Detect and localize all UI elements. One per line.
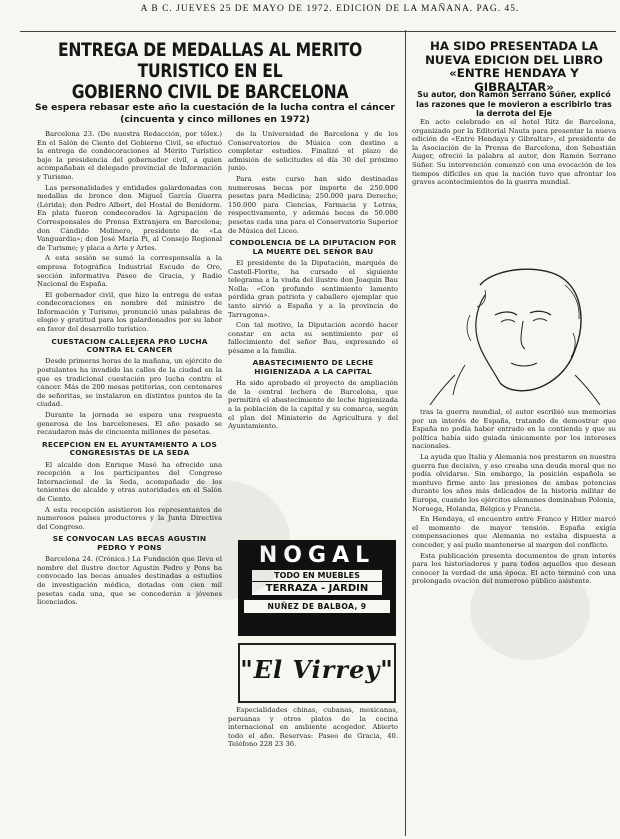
article-paragraph: A esta sesión se sumó la corresponsalía a la empresa fotográfica Industrial Escudo de Oro, sección informativa Paseo de Gracia, y Radio Nacional de España. bbox=[37, 254, 222, 289]
section-title-milk: ABASTECIMIENTO DE LECHE HIGIENIZADA A LA CAPITAL bbox=[252, 358, 374, 376]
left-headline-line2: GOBIERNO CIVIL DE BARCELONA bbox=[71, 81, 349, 103]
article-paragraph: El alcalde don Enrique Masó ha ofrecido una recepción a los participantes del Congreso Internacional de la Seda, acompañado de los tenientes de alcalde y otras autoridades en el Salón de Ciento. bbox=[37, 460, 222, 503]
section-title-reception: RECEPCION EN EL AYUNTAMIENTO A LOS CONGRESISTAS DE LA SEDA bbox=[41, 439, 218, 458]
article-paragraph: Esta publicación presenta documentos de gran interés para los historiadores y para todos aquellos que desean conocer la verdad de una época. El acto terminó con una prolongada ovación del numeroso público asistente. bbox=[412, 551, 616, 586]
article-paragraph: Barcelona 24. (Crónica.) La Fundación que lleva el nombre del ilustre doctor Agustín Pedro y Pons ha convocado las becas anuales destinadas a estudios de investigación médica, dotadas con cien mil pesetas cada una, que se concederán a jóvenes licenciados. bbox=[37, 555, 222, 607]
nogal-brand: NOGAL bbox=[258, 543, 376, 568]
column-divider bbox=[405, 30, 406, 836]
left-column-1 bbox=[37, 130, 222, 835]
article-paragraph: Desde primeras horas de la mañana, un ejército de postulantes ha invadido las calles de la ciudad en la que es tradicional cuestación pro lucha contra el cáncer. Más de 200 mesas petitorias, con centenares de señoritas, se instalaron en distintos puntos de la ciudad. bbox=[37, 357, 222, 409]
right-subhead: Su autor, don Ramón Serrano Súñer, explicó las razones que le movieron a escribirlo tras la derrota del Eje bbox=[416, 90, 612, 119]
article-paragraph: El gobernador civil, que hizo la entrega de estas condecoraciones en nombre del ministro de Información y Turismo, pronunció unas palabras de elogio y gratitud para los galardonados por su labor en favor del desarrollo turístico. bbox=[37, 290, 222, 334]
article-paragraph: de la Universidad de Barcelona y de los Conservatorios de Música con destino a completar estudios. Finalizó el plazo de admisión de solicitudes el día 30 del próximo junio. bbox=[228, 130, 398, 173]
masthead: A B C. JUEVES 25 DE MAYO DE 1972. EDICION DE LA MAÑANA. PAG. 45. bbox=[140, 4, 520, 14]
section-title-cancer: CUESTACION CALLEJERA PRO LUCHA CONTRA EL CANCER bbox=[51, 336, 208, 355]
article-paragraph: Especialidades chinas, cubanas, mexicanas, peruanas y otros platos de la cocina internacional en ambiente acogedor. Abierto todo el año. Reservas: Paseo de Gracia, 40. Teléfono 228 23 36. bbox=[228, 706, 398, 749]
section-title-becas: SE CONVOCAN LAS BECAS AGUSTIN PEDRO Y PONS bbox=[52, 534, 207, 552]
virrey-name: "El Virrey" bbox=[240, 655, 394, 684]
nogal-line1: TODO EN MUEBLES bbox=[252, 570, 382, 581]
article-paragraph: A esta recepción asistieron los representantes de numerosos países productores y la Junta Directiva del Congreso. bbox=[37, 505, 222, 531]
article-paragraph: Con tal motivo, la Diputación acordó hacer constar en acta su sentimiento por el fallecimiento del señor Bau, expresando el pésame a la familia. bbox=[228, 321, 398, 355]
left-subhead: Se espera rebasar este año la cuestación de la lucha contra el cáncer (cincuenta y cinco millones en 1972) bbox=[35, 102, 395, 125]
article-paragraph: Las personalidades y entidades galardonadas con medallas de bronce don Miguel García Guerra (Lérida); don Pedro Albert, del Hostal de Benidorm. En plata fueron condecorados la Agrupación de Corresponsales de Prensa Extranjera en Barcelona; don Cándido Molinero, presidente de «La Vanguardia»; don José María Pi, al Consejo Regional de Turismo; y placa a Arte y Artes. bbox=[37, 183, 222, 252]
portrait-illustration bbox=[425, 255, 605, 405]
section-title-condolence: CONDOLENCIA DE LA DIPUTACION POR LA MUERTE DEL SEÑOR BAU bbox=[229, 238, 397, 256]
article-paragraph: Ha sido aprobado el proyecto de ampliación de la central lechera de Barcelona, que permitirá el abastecimiento de leche higienizada a la población de la capital y su comarca, según el plan del Ministerio de Agricultura y del Ayuntamiento. bbox=[228, 379, 398, 431]
left-column-2 bbox=[228, 130, 398, 535]
article-paragraph: tras la guerra mundial, el autor escribió sus memorias por un interés de España, tratando de demostrar que España no podía haber entrado en la contienda y que su política había sido guiada únicamente por los intereses nacionales. bbox=[412, 408, 616, 451]
article-paragraph: Durante la jornada se espera una respuesta generosa de los barceloneses. El año pasado se recaudaron más de cincuenta millones de pesetas. bbox=[37, 411, 222, 437]
nogal-address: NUÑEZ DE BALBOA, 9 bbox=[244, 600, 390, 613]
right-column-top bbox=[412, 118, 616, 250]
right-headline: HA SIDO PRESENTADA LA NUEVA EDICION DEL LIBRO «ENTRE HENDAYA Y GIBRALTAR» bbox=[425, 39, 603, 94]
article-paragraph: Para este curso han sido destinadas numerosas becas por importe de 250.000 pesetas para Medicina; 250.000 para Derecho; 150.000 para Ciencias, Farmacia y Letras, respectivamente, y además becas de 50.000 pesetas cada una para el Conservatorio Superior de Música del Liceo. bbox=[228, 174, 398, 235]
article-paragraph: En Hendaya, el encuentro entre Franco y Hitler marcó el momento de mayor tensión. España exigía compensaciones que Alemania no estaba dispuesta a conceder, y así pudo mantenerse al margen del conflicto. bbox=[412, 515, 616, 549]
article-paragraph: Barcelona 23. (De nuestra Redacción, por télex.) En el Salón de Ciento del Gobierno Civil, se efectuó la entrega de condecoraciones al Mérito Turístico bajo la presidencia del gobernador civil, a quien acompañaban el delegado provincial de Información y Turismo. bbox=[37, 130, 222, 181]
virrey-advertisement bbox=[238, 643, 396, 703]
article-paragraph: El presidente de la Diputación, marqués de Castell-Florite, ha cursado el siguiente telegrama a la viuda del ilustre don Joaquín Bau Nolla: «Con profundo sentimiento lamento pérdida gran patriota y caballero ejemplar que tanto sirvió a España y a la provincia de Tarragona». bbox=[228, 258, 398, 319]
virrey-ad-text bbox=[228, 706, 398, 834]
masthead-rule bbox=[20, 31, 616, 32]
nogal-line2: TERRAZA - JARDIN bbox=[252, 582, 382, 595]
article-paragraph: La ayuda que Italia y Alemania nos prestaron en nuestra guerra fue decisiva, y eso creaba una deuda moral que no podía olvidarse. Sin embargo, la posición española se mantuvo firme ante las presiones de ambas potencias durante los años más delicados de la historia militar de Europa, cuando los ejércitos alemanes dominaban Polonia, Noruega, Holanda, Bélgica y Francia. bbox=[412, 452, 616, 513]
left-headline-line1: ENTREGA DE MEDALLAS AL MERITO TURISTICO EN EL bbox=[57, 39, 363, 82]
article-paragraph: En acto celebrado en el hotel Ritz de Barcelona, organizado por la Editorial Nauta para presentar la nueva edición de «Entre Hendaya y Gibraltar», el presidente de la Asociación de la Prensa de Barcelona, don Sebastián Auger, ofreció la palabra al autor, don Ramón Serrano Súñer. Su intervención comenzó con una evocación de los tiempos difíciles en que la nación tuvo que afrontar los graves acontecimientos de la guerra mundial. bbox=[412, 118, 616, 187]
left-headline bbox=[20, 40, 400, 103]
paper-stain bbox=[470, 560, 590, 660]
paper-stain bbox=[150, 480, 290, 600]
